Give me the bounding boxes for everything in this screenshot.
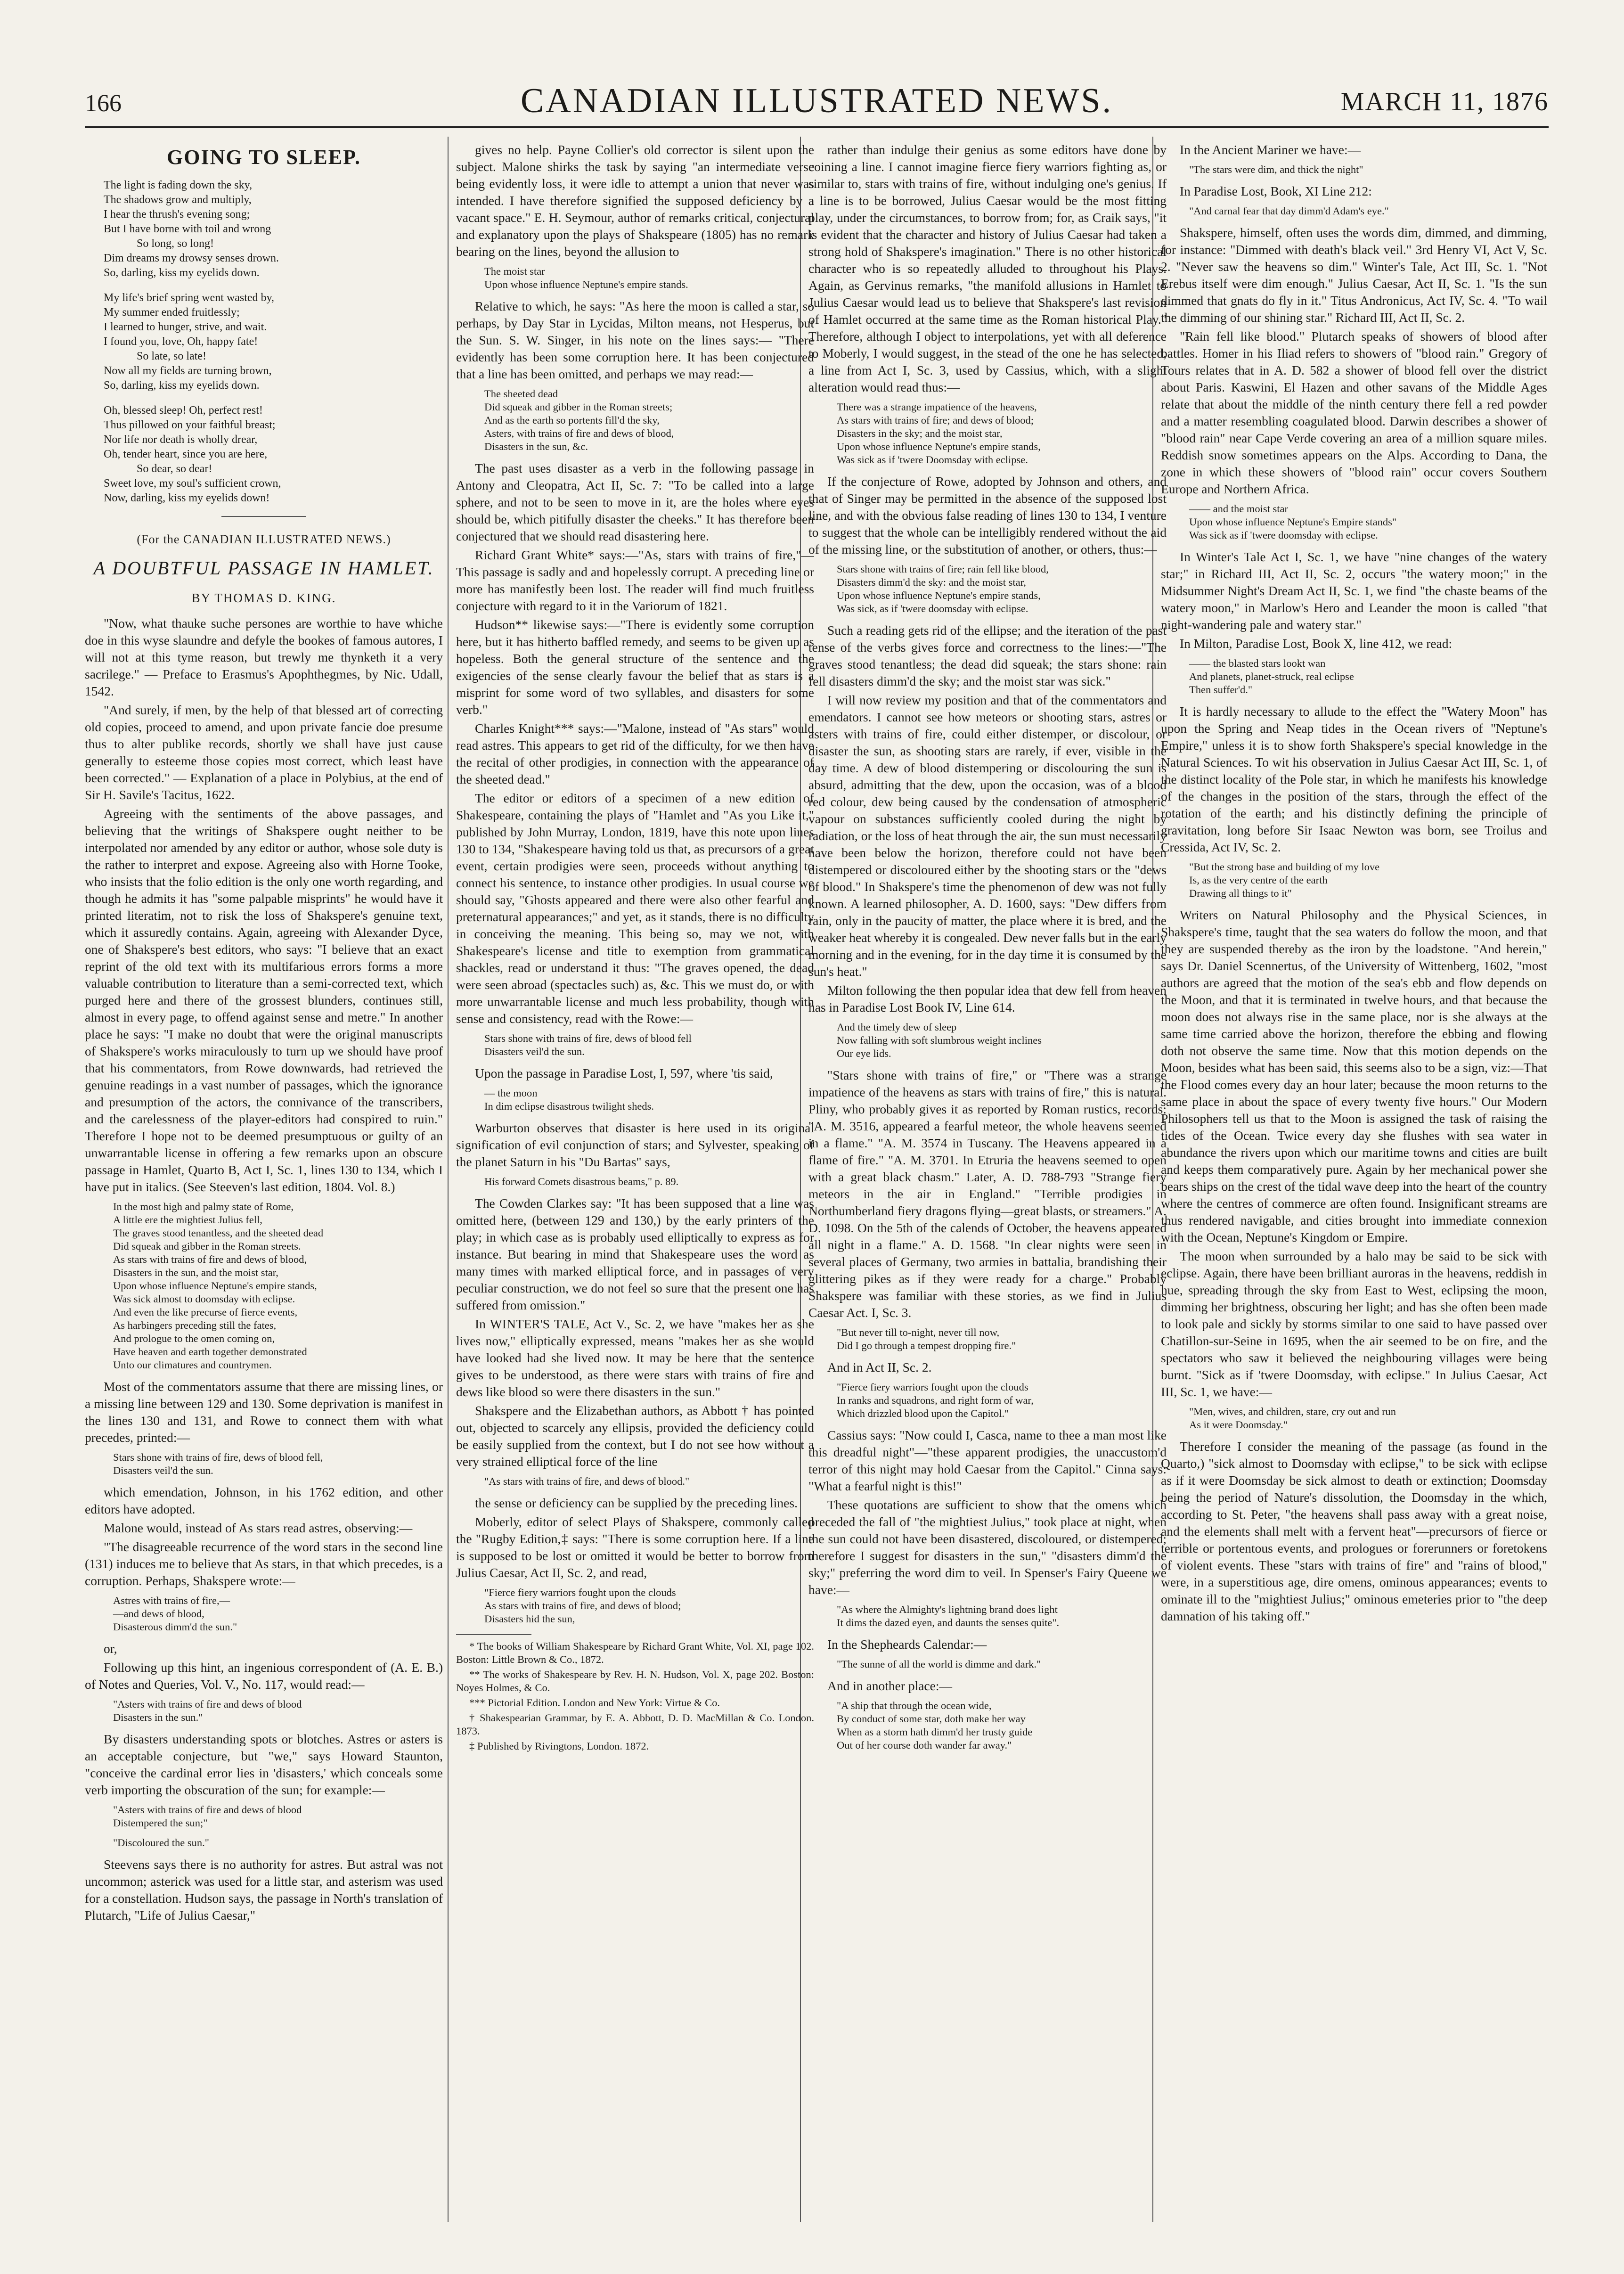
paragraph: rather than indulge their genius as some editors have done by coining a line. I cannot imagine fierce fiery warriors fighting as, or similar to, stars with trains of fire, without indulging one's genius. If a line is to be borrowed, Julius Caesar would be the most fitting play, under the circumstances, to borrow from; for, as Craik says, "it is evident that the character and history of Julius Caesar had taken a strong hold of Shakspere's imagination." There is no other historical character who is so repeatedly alluded to throughout his Plays. Again, as Gervinus remarks, "the manifold allusions in Hamlet to Julius Caesar would lead us to believe that Shakspere's last revision of Hamlet occurred at the same time as the Roman historical Play." Therefore, although I object to interpolations, yet with all deference to Moberly, I would suggest, in the stead of the one he has selected, a line from Act I, Sc. 3, used by Cassius, which, with a slight alteration would read thus:— xyxy=(808,142,1167,394)
block-quote: "But the strong base and building of my love Is, as the very centre of the earth Drawing all things to it" xyxy=(1189,861,1380,899)
paragraph: Cassius says: "Now could I, Casca, name to thee a man most like this dreadful night"—"these apparent prodigies, the unaccustom'd terror of this night may hold Caesar from the Capitol." Cinna says: "What a fearful night is this!" xyxy=(808,1428,1167,1493)
block-quote: "And carnal fear that day dimm'd Adam's eye." xyxy=(1189,205,1389,217)
paragraph: I will now review my position and that of the commentators and emendators. I cannot see how meteors or shooting stars, astres or asters with trains of fire, could either distemper, or discolour, or disaster the sun, as shooting stars are rarely, if ever, visible in the day time. A dew of blood distempering or discolouring the sun is absurd, admitting that the dew, upon the occasion, was of a blood red colour, dew being caused by the condensation of atmospheric vapour on substances sufficiently cooled during the night by radiation, or the loss of heat through the air, the sun must necessarily have been below the horizon, therefore could not have been distempered or discoloured either by the shooting stars or the "dews of blood." In Shakspere's time the phenomenon of dew was not fully known. A learned philosopher, A. D. 1600, says: "Dew differs from rain, only in the paucity of matter, the place where it is bred, and the weaker heat whereby it is congealed. Dew never falls but in the early morning and in the evening, for in the day time it is consumed by the sun's heat." xyxy=(808,693,1167,979)
footnote: † Shakespearian Grammar, by E. A. Abbott, D. D. MacMillan & Co. London. 1873. xyxy=(456,1712,814,1737)
block-quote: The sheeted dead Did squeak and gibber in the Roman streets; And as the earth so portents fill'd the sky, Asters, with trains of fire and dews of blood, Disasters in the sun, &c. xyxy=(484,388,674,452)
epigraph: "And surely, if men, by the help of that blessed art of correcting old copies, proceed to amend, and upon private fancie doe presume thus to alter publike records, shortly we shall have just cause generally to esteeme those copies most correct, which least have been corrected." — Explanation of a place in Polybius, at the end of Sir H. Savile's Tacitus, 1622. xyxy=(85,703,443,802)
paragraph: Therefore I consider the meaning of the passage (as found in the Quarto,) "sick almost to Doomsday with eclipse," to be sick with eclipse as if it were Doomsday be sick almost to death or extinction; Doomsday being the period of Nature's dissolution, the Doomsday in the which, according to St. Peter, "the heavens shall pass away with a great noise, and the elements shall melt with a fervent heat"—precursors of fierce or terrible or portentous events, and prologues or forerunners or foretokens of violent events. These "stars with trains of fire" and "rains of blood," were, in a superstitious age, dire omens, ominous appearances; events to ominate ill to the "mightiest Julius;" ominous emeteries prior to "the deep damnation of his taking off." xyxy=(1161,1439,1547,1623)
paragraph: In Milton, Paradise Lost, Book X, line 412, we read: xyxy=(1180,636,1453,651)
block-quote: —— and the moist star Upon whose influence Neptune's Empire stands" Was sick as if 'twere doomsday with eclipse. xyxy=(1189,503,1397,541)
paragraph: the sense or deficiency can be supplied by the preceding lines. xyxy=(475,1496,798,1510)
paragraph: Steevens says there is no authority for astres. But astral was not uncommon; asterick was used for a little star, and asterism was used for a constellation. Hudson says, the passage in North's translation of Plutarch, "Life of Julius Caesar," xyxy=(85,1857,443,1922)
epigraph: "Now, what thauke suche persones are worthie to have whiche doe in this wyse slaundre and defyle the bookes of famous autores, I will not at this tyme reason, but trewly me thynketh it a very sacrilege." — Preface to Erasmus's Apophthegmes, by Nic. Udall, 1542. xyxy=(85,616,443,698)
footnote: ‡ Published by Rivingtons, London. 1872. xyxy=(469,1740,649,1752)
paragraph: Shakspere and the Elizabethan authors, as Abbott † has pointed out, objected to scarcely any ellipsis, provided the deficiency could be easily supplied from the context, but I do not see how without a very strained elliptical force of the line xyxy=(456,1403,814,1469)
paragraph: "Stars shone with trains of fire," or "There was a strange impatience of the heavens as stars with trains of fire," this is natural. Pliny, who probably gives it as reported by Roman rustics, records: "A. M. 3516, appeared a fearful meteor, the whole heavens seemed in a flame." "A. M. 3574 in Tuscany. The Heavens appeared in a flame of fire." "A. M. 3701. In Etruria the heavens seemed to open with a great black chasm." Later, A. D. 788-793 "Strange fiery meteors in the air in England." "Terrible prodigies in Northumberland fiery dragons flying—great blasts, or streamers." A. D. 1098. On the 5th of the calends of October, the heavens appeared all night in a flame." A. D. 1568. "In clear nights were seen in several places of Germany, two armies in battalia, brandishing their glittering pikes as if they were ready for a charge." Probably Shakspere was familiar with these stories, as we find in Julius Caesar Act. I, Sc. 3. xyxy=(808,1068,1167,1320)
footnote: ** The works of Shakespeare by Rev. H. N. Hudson, Vol. X, page 202. Boston: Noyes Holmes, & Co. xyxy=(456,1669,814,1693)
paragraph: In Winter's Tale Act I, Sc. 1, we have "nine changes of the watery star;" in Richard III, Act II, Sc. 2, occurs "the watery moon;" in the Midsummer Night's Dream Act II, Sc. 1, we find "the chaste beams of the watery moon," in Marlow's Hero and Leander the moon is called "that night-wandering pale and watery star." xyxy=(1161,549,1547,632)
block-quote: Stars shone with trains of fire, dews of blood fell Disasters veil'd the sun. xyxy=(484,1032,692,1057)
newspaper-title: CANADIAN ILLUSTRATED NEWS. xyxy=(520,82,1113,120)
block-quote: — the moon In dim eclipse disastrous twilight sheds. xyxy=(484,1087,654,1112)
block-quote: "But never till to-night, never till now, Did I go through a tempest dropping fire." xyxy=(837,1326,1016,1351)
paragraph: Relative to which, he says: "As here the moon is called a star, so perhaps, by Day Star in Lycidas, Milton means, not Hesperus, but the Sun. S. W. Singer, in his note on the lines says:— "There evidently has been some corruption here. It has been conjectured that a line has been omitted, and perhaps we may read:— xyxy=(456,299,814,381)
page-number: 166 xyxy=(85,90,122,117)
paragraph: Shakspere, himself, often uses the words dim, dimmed, and dimming, for instance: "Dimmed with death's black veil." 3rd Henry VI, Act V, Sc. 2. "Never saw the heavens so dim." Winter's Tale, Act III, Sc. 1. "Not Erebus itself were dim enough." Julius Caesar, Act II, Sc. 1. "Is the sun dimmed that gnats do fly in it." Titus Andronicus, Act IV, Sc. 4. "To wail the dimming of our shining star." Richard III, Act II, Sc. 2. xyxy=(1161,225,1547,325)
block-quote: His forward Comets disastrous beams," p. 89. xyxy=(484,1176,679,1187)
footnote-rule xyxy=(456,1634,531,1635)
poem-stanza: The light is fading down the sky, The shadows grow and multiply, I hear the thrush's evening song; But I have borne with toil and wrong So long, so long! Dim dreams my drowsy senses drown. So, darling, kiss my eyelids down. xyxy=(104,179,279,279)
block-quote: "A ship that through the ocean wide, By conduct of some star, doth make her way When as a storm hath dimm'd her trusty guide Out of her course doth wander far away." xyxy=(837,1700,1033,1751)
paragraph: which emendation, Johnson, in his 1762 edition, and other editors have adopted. xyxy=(85,1485,443,1516)
block-quote: "As where the Almighty's lightning brand does light It dims the dazed eyen, and daunts the senses quite". xyxy=(837,1603,1060,1628)
header-rule xyxy=(85,126,1549,128)
paragraph: In the Shepheards Calendar:— xyxy=(827,1637,987,1652)
paragraph: In Paradise Lost, Book, XI Line 212: xyxy=(1180,184,1372,198)
block-quote: "As stars with trains of fire, and dews of blood." xyxy=(484,1475,690,1487)
paragraph: In the Ancient Mariner we have:— xyxy=(1180,142,1361,157)
paragraph: Hudson** likewise says:—"There is evidently some corruption here, but it has hitherto baffled remedy, and seems to be given up as hopeless. Both the general structure of the sentence and the exigencies of the sense clearly favour the belief that as stars is a misprint for some word of two syllables, and disasters for some verb." xyxy=(456,617,814,717)
column-1 xyxy=(85,141,443,2222)
block-quote: Stars shone with trains of fire, dews of blood fell, Disasters veil'd the sun. xyxy=(113,1451,323,1476)
block-quote: "Men, wives, and children, stare, cry out and run As it were Doomsday." xyxy=(1189,1406,1396,1431)
footnote: *** Pictorial Edition. London and New York: Virtue & Co. xyxy=(469,1697,720,1709)
paragraph: These quotations are sufficient to show that the omens which preceded the fall of "the mightiest Julius," took place at night, when the sun could not have been disastered, discoloured, or distempered; therefore I suggest for disasters in the sun," "disasters dimm'd the sky;" preferring the word dim to veil. In Spenser's Fairy Queene we have:— xyxy=(808,1497,1167,1597)
paragraph: It is hardly necessary to allude to the effect the "Watery Moon" has upon the Spring and Neap tides in the Ocean rivers of "Neptune's Empire," unless it is to show forth Shakspere's special knowledge in the Natural Sciences. To wit his observation in Julius Caesar Act III, Sc. 1, of the distinct locality of the Pole star, in which he manifests his knowledge of the changes in the position of the stars, through the effect of the rotation of the earth; and his distinctly defining the principle of gravitation, long before Sir Isaac Newton was born, see Troilus and Cressida, Act IV, Sc. 2. xyxy=(1161,704,1547,854)
paragraph: If the conjecture of Rowe, adopted by Johnson and others, and that of Singer may be permitted in the absence of the supposed lost line, and with the obvious false reading of lines 130 to 134, I venture to suggest that the whole can be intelligibly rendered without the aid of the missing line, or the substitution of another, or others, thus:— xyxy=(808,474,1167,556)
paragraph: "The disagreeable recurrence of the word stars in the second line (131) induces me to believe that As stars, in that which precedes, is a corruption. Perhaps, Shakspere wrote:— xyxy=(85,1539,443,1588)
block-quote: "Asters with trains of fire and dews of blood Disasters in the sun." xyxy=(113,1698,302,1723)
paragraph: Charles Knight*** says:—"Malone, instead of "As stars" would read astres. This appears to get rid of the difficulty, for we then have the recital of other prodigies, in connection with the appearance of the sheeted dead." xyxy=(456,721,814,786)
paragraph: Warburton observes that disaster is here used in its original signification of evil conjunction of stars; and Sylvester, speaking of the planet Saturn in his "Du Bartas" says, xyxy=(456,1121,814,1169)
paragraph: "Rain fell like blood." Plutarch speaks of showers of blood after battles. Homer in his Iliad refers to showers of "blood rain." Gregory of Tours relates that in A. D. 582 a shower of blood fell over the district about Paris. Kaswini, El Hazen and other savans of the Middle Ages relate that about the middle of the ninth century there fell a red powder and a matter resembling coagulated blood. Darwin describes a shower of "blood rain" near Cape Verde covering an area of a million square miles. Reddish snow sometimes appears on the Alps. According to Dana, the zone in which these showers of "blood rain" occur covers Southern Europe and Northern Africa. xyxy=(1161,329,1547,496)
paragraph: gives no help. Payne Collier's old corrector is silent upon the subject. Malone shirks the task by saying "an intermediate verse being evidently loss, it were idle to attempt a union that never was intended. I have therefore signified the supposed deficiency by a vacant space." E. H. Seymour, author of remarks critical, conjectural and explanatory upon the plays of Shakspeare (1805) has no remark bearing on the lines, beyond the allusion to xyxy=(456,142,814,259)
column-divider xyxy=(448,137,449,2222)
paragraph: The moon when surrounded by a halo may be said to be sick with eclipse. Again, there have been brilliant auroras in the heavens, reddish in hue, spreading through the sky from East to West, eclipsing the moon, dimming her brightness, obscuring her light; and has she often been made to look pale and sickly by storms similar to one said to have passed over Chatillon-sur-Seine in 1695, when the air seemed to be on fire, and the spectators who saw it believed the neighbouring villages were being burnt. "Sick as if 'twere Doomsday, with eclipse." In Julius Caesar, Act III, Sc. 1, we have:— xyxy=(1161,1249,1547,1399)
paragraph: Moberly, editor of select Plays of Shakspere, commonly called the "Rugby Edition,‡ says: "There is some corruption here. If a line is supposed to be lost or omitted it would be better to borrow from Julius Caesar, Act II, Sc. 2, and read, xyxy=(456,1514,814,1580)
article-byline: BY THOMAS D. KING. xyxy=(191,591,336,605)
paragraph: The past uses disaster as a verb in the following passage in Antony and Cleopatra, Act II, Sc. 7: "To be called into a large sphere, and not to be seen to move in it, are the holes where eyes should be, which pitifully disaster the cheeks." It has therefore been conjectured that we should read disastering here. xyxy=(456,461,814,543)
paragraph: Following up this hint, an ingenious correspondent of (A. E. B.) of Notes and Queries, Vol. V., No. 117, would read:— xyxy=(85,1660,443,1692)
paragraph: Such a reading gets rid of the ellipse; and the iteration of the past tense of the verbs gives force and correctness to the lines:—"The graves stood tenantless; the dead did squeak; the stars shone: rain fell disasters dimm'd the sky; and the moist star was sick." xyxy=(808,623,1167,688)
block-quote: And the timely dew of sleep Now falling with soft slumbrous weight inclines Our eye lids. xyxy=(837,1021,1042,1059)
block-quote: "Fierce fiery warriors fought upon the clouds In ranks and squadrons, and right form of war, Which drizzled blood upon the Capitol." xyxy=(837,1381,1034,1419)
paragraph: And in Act II, Sc. 2. xyxy=(827,1360,932,1374)
section-divider xyxy=(221,516,306,517)
poem-title: GOING TO SLEEP. xyxy=(167,146,361,169)
block-quote: "The sunne of all the world is dimme and dark." xyxy=(837,1658,1041,1670)
footnote: * The books of William Shakespeare by Richard Grant White, Vol. XI, page 102. Boston: Little Brown & Co., 1872. xyxy=(456,1640,814,1665)
paragraph: Malone would, instead of As stars read astres, observing:— xyxy=(104,1521,413,1535)
paragraph: Milton following the then popular idea that dew fell from heaven has in Paradise Lost Book IV, Line 614. xyxy=(808,983,1167,1014)
paragraph: By disasters understanding spots or blotches. Astres or asters is an acceptable conjecture, but "we," says Howard Staunton, "conceive the cardinal error lies in 'disasters,' which conceals some verb importing the obscuration of the sun; for example:— xyxy=(85,1732,443,1797)
paragraph: Writers on Natural Philosophy and the Physical Sciences, in Shakspere's time, taught that the sea waters do follow the moon, and that they are suspended thereby as the iron by the loadstone. "And herein," says Dr. Daniel Scennertus, of the University of Wittenberg, 1602, "most authors are agreed that the motion of the sea's ebb and flow depends on the Moon, and that it is terminated in twelve hours, and that because the moon does not always rise in the same place, nor is she always at the same time carried above the horizon, therefore the ebbing and flowing doth not observe the same time. Now that this motion depends on the Moon, besides what has been said, this seems also to be a sign, viz:—That the Flood comes every day an hour later; because the moon returns to the same place in about the space of every twenty five hours." Our Modern Philosophers tell us that to the Moon is assigned the task of raising the tides of the Ocean. Twice every day she flushes with sea water in abundance the rivers upon which our maritime towns and cities are built and keeps them comparatively pure. Again by her mechanical power she bears ships on the crest of the tidal wave deep into the heart of the country where the centres of commerce are often found. Insignificant streams are thus rendered navigable, and cities brought into immediate connexion with the Ocean, Neptune's Kingdom or Empire. xyxy=(1161,908,1547,1244)
paragraph: In WINTER'S TALE, Act V., Sc. 2, we have "makes her as she lives now," elliptically expressed, means "makes her as she would have looked had she lived now. It may be here that the sentence gives to be understood, as there were stars with trains of fire and dews like blood so were there disasters in the sun." xyxy=(456,1317,814,1399)
block-quote: "Fierce fiery warriors fought upon the clouds As stars with trains of fire, and dews of blood; Disasters hid the sun, xyxy=(484,1587,681,1625)
paragraph: And in another place:— xyxy=(827,1678,952,1693)
block-quote: "The stars were dim, and thick the night" xyxy=(1189,164,1363,175)
paragraph: The editor or editors of a specimen of a new edition of Shakespeare, containing the plays of "Hamlet and "As you Like it," published by John Murray, London, 1819, have this note upon lines 130 to 134, "Shakespeare having told us that, as precursors of a great event, certain prodigies were seen, proceeds without anything to connect his sentence, to instance other prodigies. In usual course we should say, "Ghosts appeared and there were also other fearful and preternatural appearances;" and yet, as it stands, there is no difficulty in conceiving the meaning. This being so, may we not, with Shakespeare's license and title to exemption from grammatical shackles, read or understand it thus: "The graves opened, the dead were seen abroad (spectacles such) as, &c. This we must do, or with more unwarrantable license and much less probability, though with sense and consistency, read with the Rowe:— xyxy=(456,791,814,1026)
column-3 xyxy=(808,141,1167,2222)
column-4 xyxy=(1161,141,1547,2222)
block-quote: In the most high and palmy state of Rome, A little ere the mightiest Julius fell, The graves stood tenantless, and the sheeted dead Did squeak and gibber in the Roman streets. As stars with trains of fire and dews of blood, Disasters in the sun, and the moist star, Upon whose influence Neptune's empire stands, Was sick almost to doomsday with eclipse. And even the like precurse of fierce events, As harbingers preceding still the fates, And prologue to the omen coming on, Have heaven and earth together demonstrated Unto our climatures and countrymen. xyxy=(113,1201,324,1371)
block-quote: The moist star Upon whose influence Neptune's empire stands. xyxy=(484,265,688,290)
block-quote: "Discoloured the sun." xyxy=(113,1837,209,1849)
paragraph: The Cowden Clarkes say: "It has been supposed that a line was omitted here, (between 129 and 130,) by the early printers of the play; in which case as is probably used elliptically to express as for instance. But bearing in mind that Shakespeare uses the word as many times with marked elliptical force, and in passages of very peculiar construction, we do not feel so sure that the present one has suffered from omission." xyxy=(456,1196,814,1312)
article-credit: (For the CANADIAN ILLUSTRATED NEWS.) xyxy=(137,532,391,546)
article-title: A DOUBTFUL PASSAGE IN HAMLET. xyxy=(93,557,434,579)
block-quote: Astres with trains of fire,— —and dews of blood, Disasterous dimm'd the sun." xyxy=(113,1595,237,1633)
paragraph: Most of the commentators assume that there are missing lines, or a missing line between 129 and 130. Some deprivation is manifest in the lines 130 and 131, and Rowe to connect them with what precedes, printed:— xyxy=(85,1379,443,1445)
block-quote: Stars shone with trains of fire; rain fell like blood, Disasters dimm'd the sky: and the moist star, Upon whose influence Neptune's empire stands, Was sick, as if 'twere doomsday with eclipse. xyxy=(837,563,1049,614)
block-quote: —— the blasted stars lookt wan And planets, planet-struck, real eclipse Then suffer'd." xyxy=(1189,657,1354,695)
poem-stanza: My life's brief spring went wasted by, My summer ended fruitlessly; I learned to hunger, strive, and wait. I found you, love, Oh, happy fate! So late, so late! Now all my fields are turning brown, So, darling, kiss my eyelids down. xyxy=(104,292,275,392)
paragraph: Upon the passage in Paradise Lost, I, 597, where 'tis said, xyxy=(475,1066,773,1080)
paragraph: or, xyxy=(104,1641,117,1656)
masthead xyxy=(85,71,1549,123)
paragraph: Agreeing with the sentiments of the above passages, and believing that the writings of Shakspere ought neither to be interpolated nor amended by any editor or author, whose sole duty is the rather to interpret and expose. Agreeing also with Horne Tooke, who insists that the folio edition is the only one worth regarding, and though he admits it has "some palpable misprints" he would have it printed literatim, not to risk the loss of Shakspere's genuine text, which it assuredly contains. Again, agreeing with Alexander Dyce, one of Shakspere's best editors, who says: "I believe that an exact reprint of the old text with its multifarious errors forms a more valuable contribution to literature than a semi-corrected text, which purged here and there of the grossest blunders, continues still, almost in every page, to offend against sense and metre." In another place he says: "I make no doubt that were the original manuscripts of Shakspere's works miraculously to turn up we should have proof that his commentators, from Rowe downwards, had retrieved the genuine readings in a vast number of passages, which the ignorance and presumption of the actors, the connivance of the transcribers, and the carelessness of the player-editors had conspired to ruin." Therefore I hope not to be deemed presumptuous or guilty of an unwarrantable license in offering a few remarks upon an obscure passage in Hamlet, Quarto B, Act I, Sc. 1, lines 130 to 134, which I have put in italics. (See Steeven's last edition, 1804. Vol. 8.) xyxy=(85,806,443,1194)
block-quote: "Asters with trains of fire and dews of blood Distempered the sun;" xyxy=(113,1804,302,1829)
poem-stanza: Oh, blessed sleep! Oh, perfect rest! Thus pillowed on your faithful breast; Nor life nor death is wholly drear, Oh, tender heart, since you are here, So dear, so dear! Sweet love, my soul's sufficient crown, Now, darling, kiss my eyelids down! xyxy=(104,404,281,504)
block-quote: There was a strange impatience of the heavens, As stars with trains of fire; and dews of blood; Disasters in the sky; and the moist star, Upon whose influence Neptune's empire stands, Was sick as if 'twere Doomsday with eclipse. xyxy=(837,401,1041,466)
paragraph: Richard Grant White* says:—"As, stars with trains of fire,"— This passage is sadly and and hopelessly corrupt. A preceding line or more has manifestly been lost. The reader will find much fruitless conjecture with regard to it in the Variorum of 1821. xyxy=(456,548,814,613)
issue-date: MARCH 11, 1876 xyxy=(1340,87,1549,116)
column-2 xyxy=(456,141,814,2222)
